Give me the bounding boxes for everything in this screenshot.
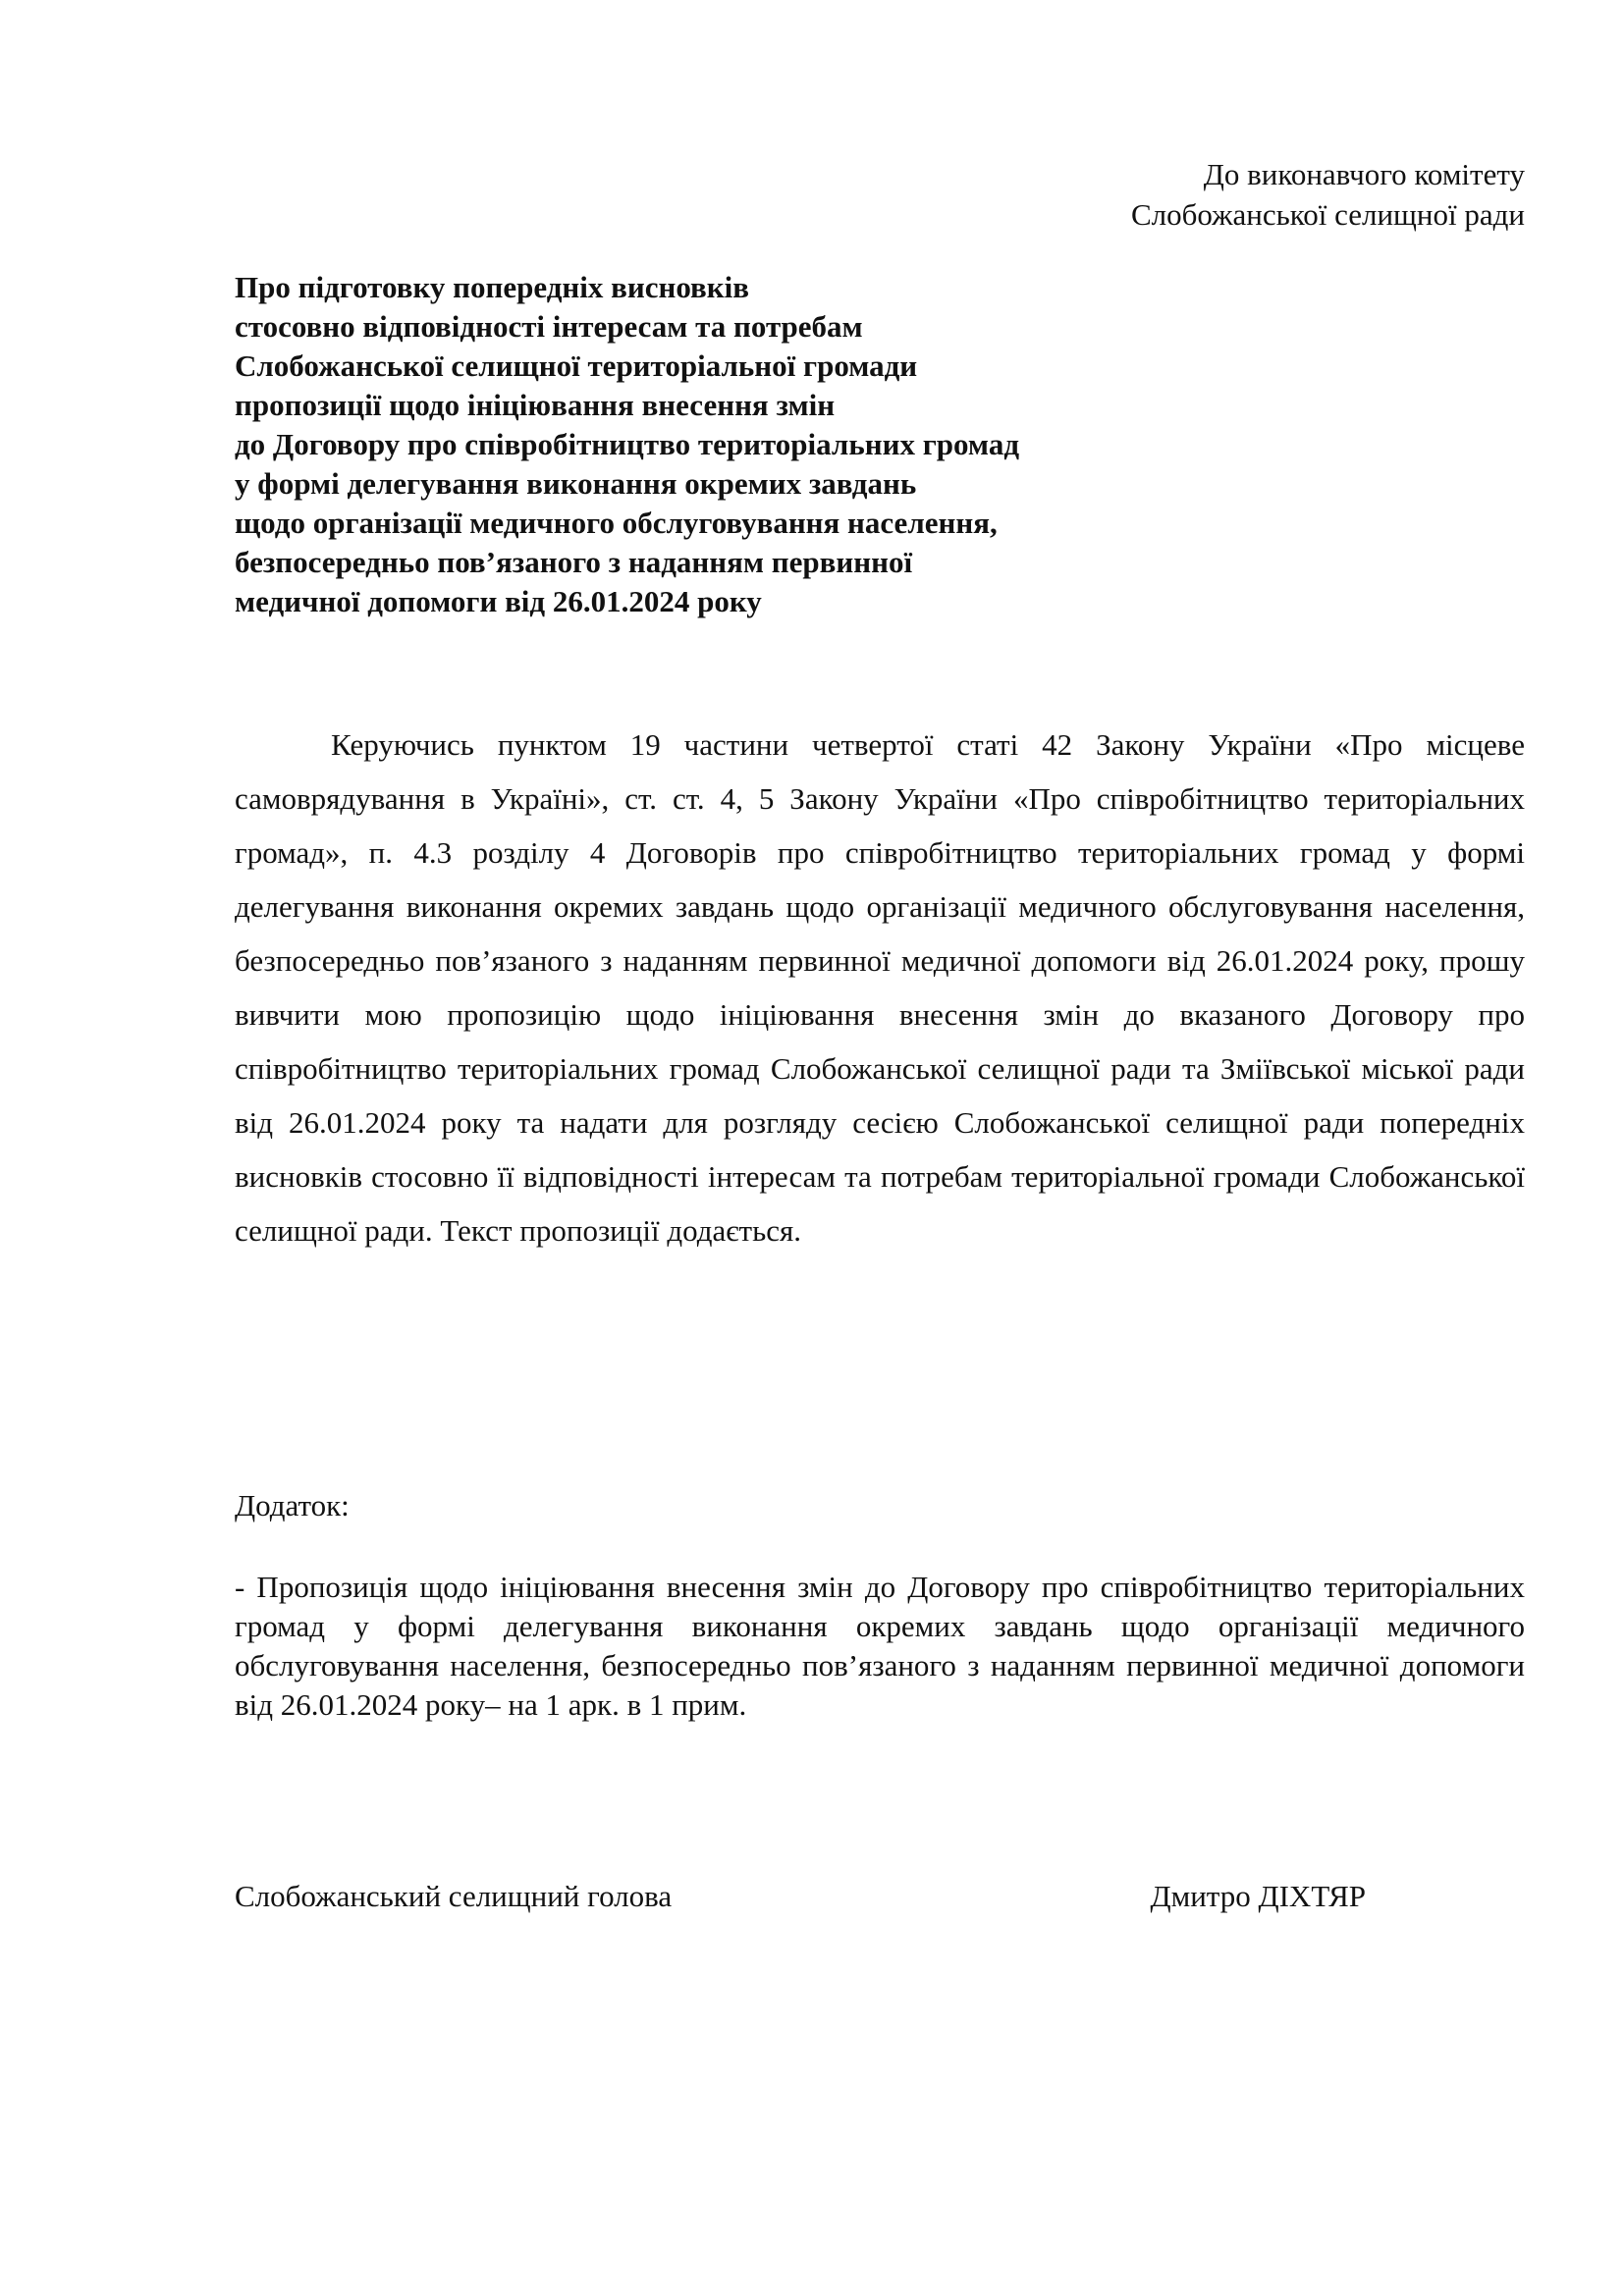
signature-row <box>235 1877 1366 1916</box>
subject-line: пропозиції щодо ініціювання внесення змін <box>235 388 836 422</box>
subject-line: стосовно відповідності інтересам та потребам <box>235 309 863 344</box>
addressee-block <box>1131 154 1525 235</box>
subject-line: до Договору про співробітництво територіальних громад <box>235 427 1020 461</box>
body-paragraph: Керуючись пунктом 19 частини четвертої статі 42 Закону України «Про місцеве самоврядування в Україні», ст. ст. 4, 5 Закону України «Про співробітництво територіальних громад», п. 4.3 розділу 4 Договорів про співробітництво територіальних громад у формі делегування виконання окремих завдань щодо організації медичного обслуговування населення, безпосередньо пов’язаного з наданням первинної медичної допомоги від 26.01.2024 року, прошу вивчити мою пропозицію щодо ініціювання внесення змін до вказаного Договору про співробітництво територіальних громад Слобожанської селищної ради та Зміївської міської ради від 26.01.2024 року та надати для розгляду сесією Слобожанської селищної ради попередніх висновків стосовно її відповідності інтересам та потребам територіальної громади Слобожанської селищної ради. Текст пропозиції додається. <box>235 727 1525 1248</box>
subject-line: щодо організації медичного обслуговування населення, <box>235 506 998 540</box>
subject-line: безпосередньо пов’язаного з наданням первинної <box>235 545 913 579</box>
attachment-item: - Пропозиція щодо ініціювання внесення змін до Договору про співробітництво територіальних громад у формі делегування виконання окремих завдань щодо організації медичного обслуговування населення, безпосередньо пов’язаного з наданням первинної медичної допомоги від 26.01.2024 року– на 1 арк. в 1 прим. <box>235 1570 1525 1722</box>
addressee-line-1: До виконавчого комітету <box>1203 157 1525 191</box>
subject-line: медичної допомоги від 26.01.2024 року <box>235 584 762 618</box>
subject-line: у формі делегування виконання окремих завдань <box>235 466 917 501</box>
subject-line: Слобожанської селищної територіальної громади <box>235 348 918 383</box>
addressee-line-2: Слобожанської селищної ради <box>1130 197 1525 232</box>
signatory-position: Слобожанський селищний голова <box>235 1879 673 1913</box>
subject-line: Про підготовку попередніх висновків <box>235 270 750 304</box>
signatory-name: Дмитро ДІХТЯР <box>1150 1879 1366 1913</box>
attachment-heading: Додаток: <box>235 1488 350 1522</box>
document-subject <box>235 268 1019 621</box>
